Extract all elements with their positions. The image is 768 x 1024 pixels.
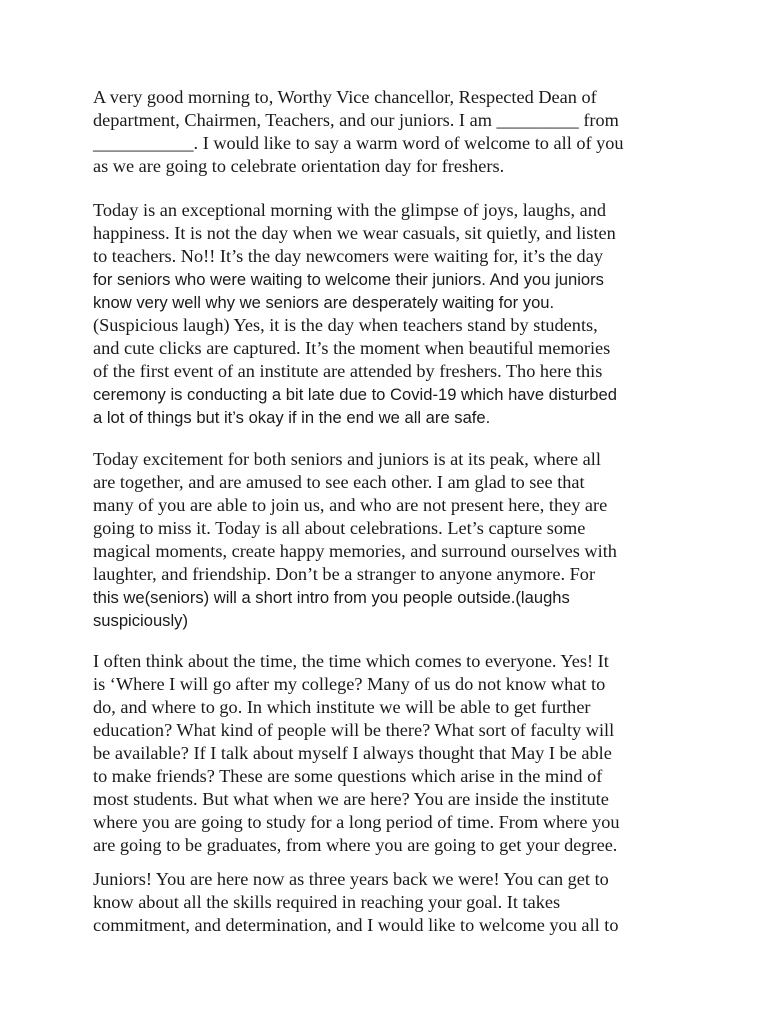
text-line: (Suspicious laugh) Yes, it is the day when teachers stand by students, xyxy=(93,315,598,335)
text-line: A very good morning to, Worthy Vice chancellor, Respected Dean of xyxy=(93,87,597,107)
paragraph-exceptional-morning xyxy=(93,199,683,429)
text-line: for seniors who were waiting to welcome their juniors. And you juniors xyxy=(93,270,604,289)
paragraph-welcome xyxy=(93,86,683,178)
paragraph-juniors xyxy=(93,868,683,937)
text-line: suspiciously) xyxy=(93,611,188,630)
text-line: happiness. It is not the day when we wear casuals, sit quietly, and listen xyxy=(93,223,616,243)
text-line: a lot of things but it’s okay if in the end we all are safe. xyxy=(93,408,491,427)
text-line: going to miss it. Today is all about celebrations. Let’s capture some xyxy=(93,518,586,538)
text-line: and cute clicks are captured. It’s the moment when beautiful memories xyxy=(93,338,611,358)
text-line: most students. But what when we are here? You are inside the institute xyxy=(93,789,609,809)
text-line: Today is an exceptional morning with the glimpse of joys, laughs, and xyxy=(93,200,607,220)
paragraph-excitement xyxy=(93,448,683,632)
text-line: do, and where to go. In which institute we will be able to get further xyxy=(93,697,591,717)
paragraph-future-thoughts xyxy=(93,650,683,857)
text-line: where you are going to study for a long period of time. From where you xyxy=(93,812,620,832)
text-line: as we are going to celebrate orientation day for freshers. xyxy=(93,156,505,176)
text-line: laughter, and friendship. Don’t be a stranger to anyone anymore. For xyxy=(93,564,596,584)
text-line: ___________. I would like to say a warm word of welcome to all of you xyxy=(93,133,624,153)
text-line: are going to be graduates, from where you are going to get your degree. xyxy=(93,835,618,855)
text-line: is ‘Where I will go after my college? Many of us do not know what to xyxy=(93,674,606,694)
text-line: know very well why we seniors are desperately waiting for you. xyxy=(93,293,555,312)
text-line: commitment, and determination, and I would like to welcome you all to xyxy=(93,915,619,935)
text-line: to make friends? These are some questions which arise in the mind of xyxy=(93,766,603,786)
text-line: ceremony is conducting a bit late due to Covid-19 which have disturbed xyxy=(93,385,617,404)
text-line: this we(seniors) will a short intro from you people outside.(laughs xyxy=(93,588,570,607)
text-line: of the first event of an institute are attended by freshers. Tho here this xyxy=(93,361,603,381)
text-line: department, Chairmen, Teachers, and our juniors. I am _________ from xyxy=(93,110,619,130)
text-line: are together, and are amused to see each other. I am glad to see that xyxy=(93,472,585,492)
text-line: Today excitement for both seniors and juniors is at its peak, where all xyxy=(93,449,601,469)
text-line: I often think about the time, the time which comes to everyone. Yes! It xyxy=(93,651,609,671)
text-line: know about all the skills required in reaching your goal. It takes xyxy=(93,892,561,912)
text-line: Juniors! You are here now as three years back we were! You can get to xyxy=(93,869,609,889)
text-line: to teachers. No!! It’s the day newcomers were waiting for, it’s the day xyxy=(93,246,603,266)
text-line: many of you are able to join us, and who are not present here, they are xyxy=(93,495,608,515)
text-line: education? What kind of people will be there? What sort of faculty will xyxy=(93,720,615,740)
text-line: magical moments, create happy memories, and surround ourselves with xyxy=(93,541,617,561)
text-line: be available? If I talk about myself I always thought that May I be able xyxy=(93,743,612,763)
